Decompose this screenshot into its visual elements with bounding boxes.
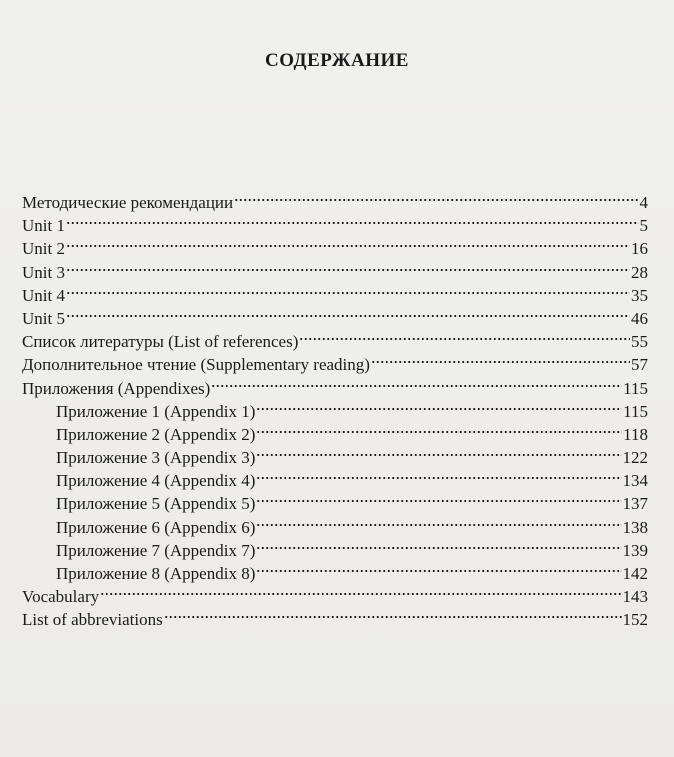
- toc-entry-label: Приложение 4 (Appendix 4): [56, 471, 256, 491]
- toc-entry: [22, 585, 648, 608]
- toc-entry-page: 115: [623, 378, 648, 398]
- toc-dot-leader: [66, 312, 630, 320]
- toc-entry: [22, 608, 648, 631]
- toc-entry-page: 143: [622, 587, 648, 607]
- toc-dot-leader: [66, 289, 630, 297]
- toc-dot-leader: [256, 405, 622, 413]
- page-title: СОДЕРЖАНИЕ: [265, 50, 409, 71]
- toc-dot-leader: [164, 613, 622, 621]
- toc-entry-label: Список литературы (List of references): [22, 332, 299, 352]
- toc-subentry: [22, 492, 648, 515]
- toc-entry: [22, 191, 648, 214]
- toc-entry-label: List of abbreviations: [22, 610, 163, 630]
- toc-entry-label: Unit 5: [22, 308, 65, 328]
- toc-dot-leader: [256, 428, 622, 436]
- toc-dot-leader: [66, 242, 630, 250]
- toc-entry-label: Дополнительное чтение (Supplementary reading): [22, 355, 370, 375]
- toc-entry-page: 4: [639, 193, 648, 212]
- toc-entry-page: 115: [623, 401, 648, 421]
- toc-entry-page: 152: [622, 610, 648, 630]
- toc-dot-leader: [211, 382, 622, 390]
- toc-entry-label: Приложение 3 (Appendix 3): [56, 448, 256, 468]
- toc-entry-page: 137: [622, 494, 648, 514]
- toc-dot-leader: [256, 567, 621, 575]
- toc-entry-page: 134: [622, 471, 648, 491]
- toc-entry-label: Приложение 6 (Appendix 6): [56, 517, 256, 537]
- toc-dot-leader: [371, 358, 630, 366]
- toc-entry-label: Приложение 7 (Appendix 7): [56, 540, 256, 560]
- toc-entry-page: 139: [622, 540, 648, 560]
- toc-entry-label: Приложение 5 (Appendix 5): [56, 494, 256, 514]
- toc-entry-page: 5: [639, 216, 648, 236]
- toc-entry: [22, 377, 648, 400]
- toc-entry-page: 138: [622, 517, 648, 537]
- toc-entry-page: 122: [622, 448, 648, 468]
- toc-entry: [22, 330, 648, 353]
- toc-subentry: [22, 562, 648, 585]
- toc-subentry: [22, 469, 648, 492]
- toc-dot-leader: [256, 497, 621, 505]
- toc-entry-label: Приложение 2 (Appendix 2): [56, 424, 256, 444]
- toc-entry: [22, 284, 648, 307]
- toc-dot-leader: [66, 266, 630, 274]
- toc-entry: [22, 214, 648, 237]
- toc-subentry: [22, 516, 648, 539]
- toc-entry-page: 16: [631, 239, 648, 259]
- toc-entry-page: 55: [631, 332, 648, 352]
- toc-entry-page: 35: [631, 285, 648, 305]
- table-of-contents: [22, 191, 648, 632]
- toc-dot-leader: [234, 196, 638, 204]
- toc-entry: [22, 237, 648, 260]
- toc-entry: [22, 353, 648, 376]
- toc-entry-label: Приложение 8 (Appendix 8): [56, 564, 256, 583]
- toc-dot-leader: [256, 521, 621, 529]
- toc-entry-label: Vocabulary: [22, 587, 100, 607]
- toc-entry-page: 118: [623, 424, 648, 444]
- toc-dot-leader: [256, 451, 621, 459]
- toc-subentry: [22, 539, 648, 562]
- toc-dot-leader: [66, 219, 639, 227]
- toc-entry-page: 57: [631, 355, 648, 375]
- toc-dot-leader: [256, 544, 621, 552]
- toc-subentry: [22, 400, 648, 423]
- toc-entry-page: 46: [631, 308, 648, 328]
- toc-entry: [22, 261, 648, 284]
- toc-entry-page: 142: [622, 564, 648, 583]
- toc-entry-label: Методические рекомендации: [22, 193, 234, 212]
- toc-entry-label: Unit 3: [22, 262, 65, 282]
- toc-entry-label: Unit 4: [22, 285, 65, 305]
- toc-dot-leader: [256, 474, 621, 482]
- toc-entry-label: Приложения (Appendixes): [22, 378, 211, 398]
- toc-subentry: [22, 423, 648, 446]
- toc-entry-label: Приложение 1 (Appendix 1): [56, 401, 256, 421]
- toc-subentry: [22, 446, 648, 469]
- toc-entry-label: Unit 1: [22, 216, 65, 236]
- toc-entry-page: 28: [631, 262, 648, 282]
- toc-entry: [22, 307, 648, 330]
- toc-dot-leader: [299, 335, 630, 343]
- toc-entry-label: Unit 2: [22, 239, 65, 259]
- toc-dot-leader: [100, 590, 621, 598]
